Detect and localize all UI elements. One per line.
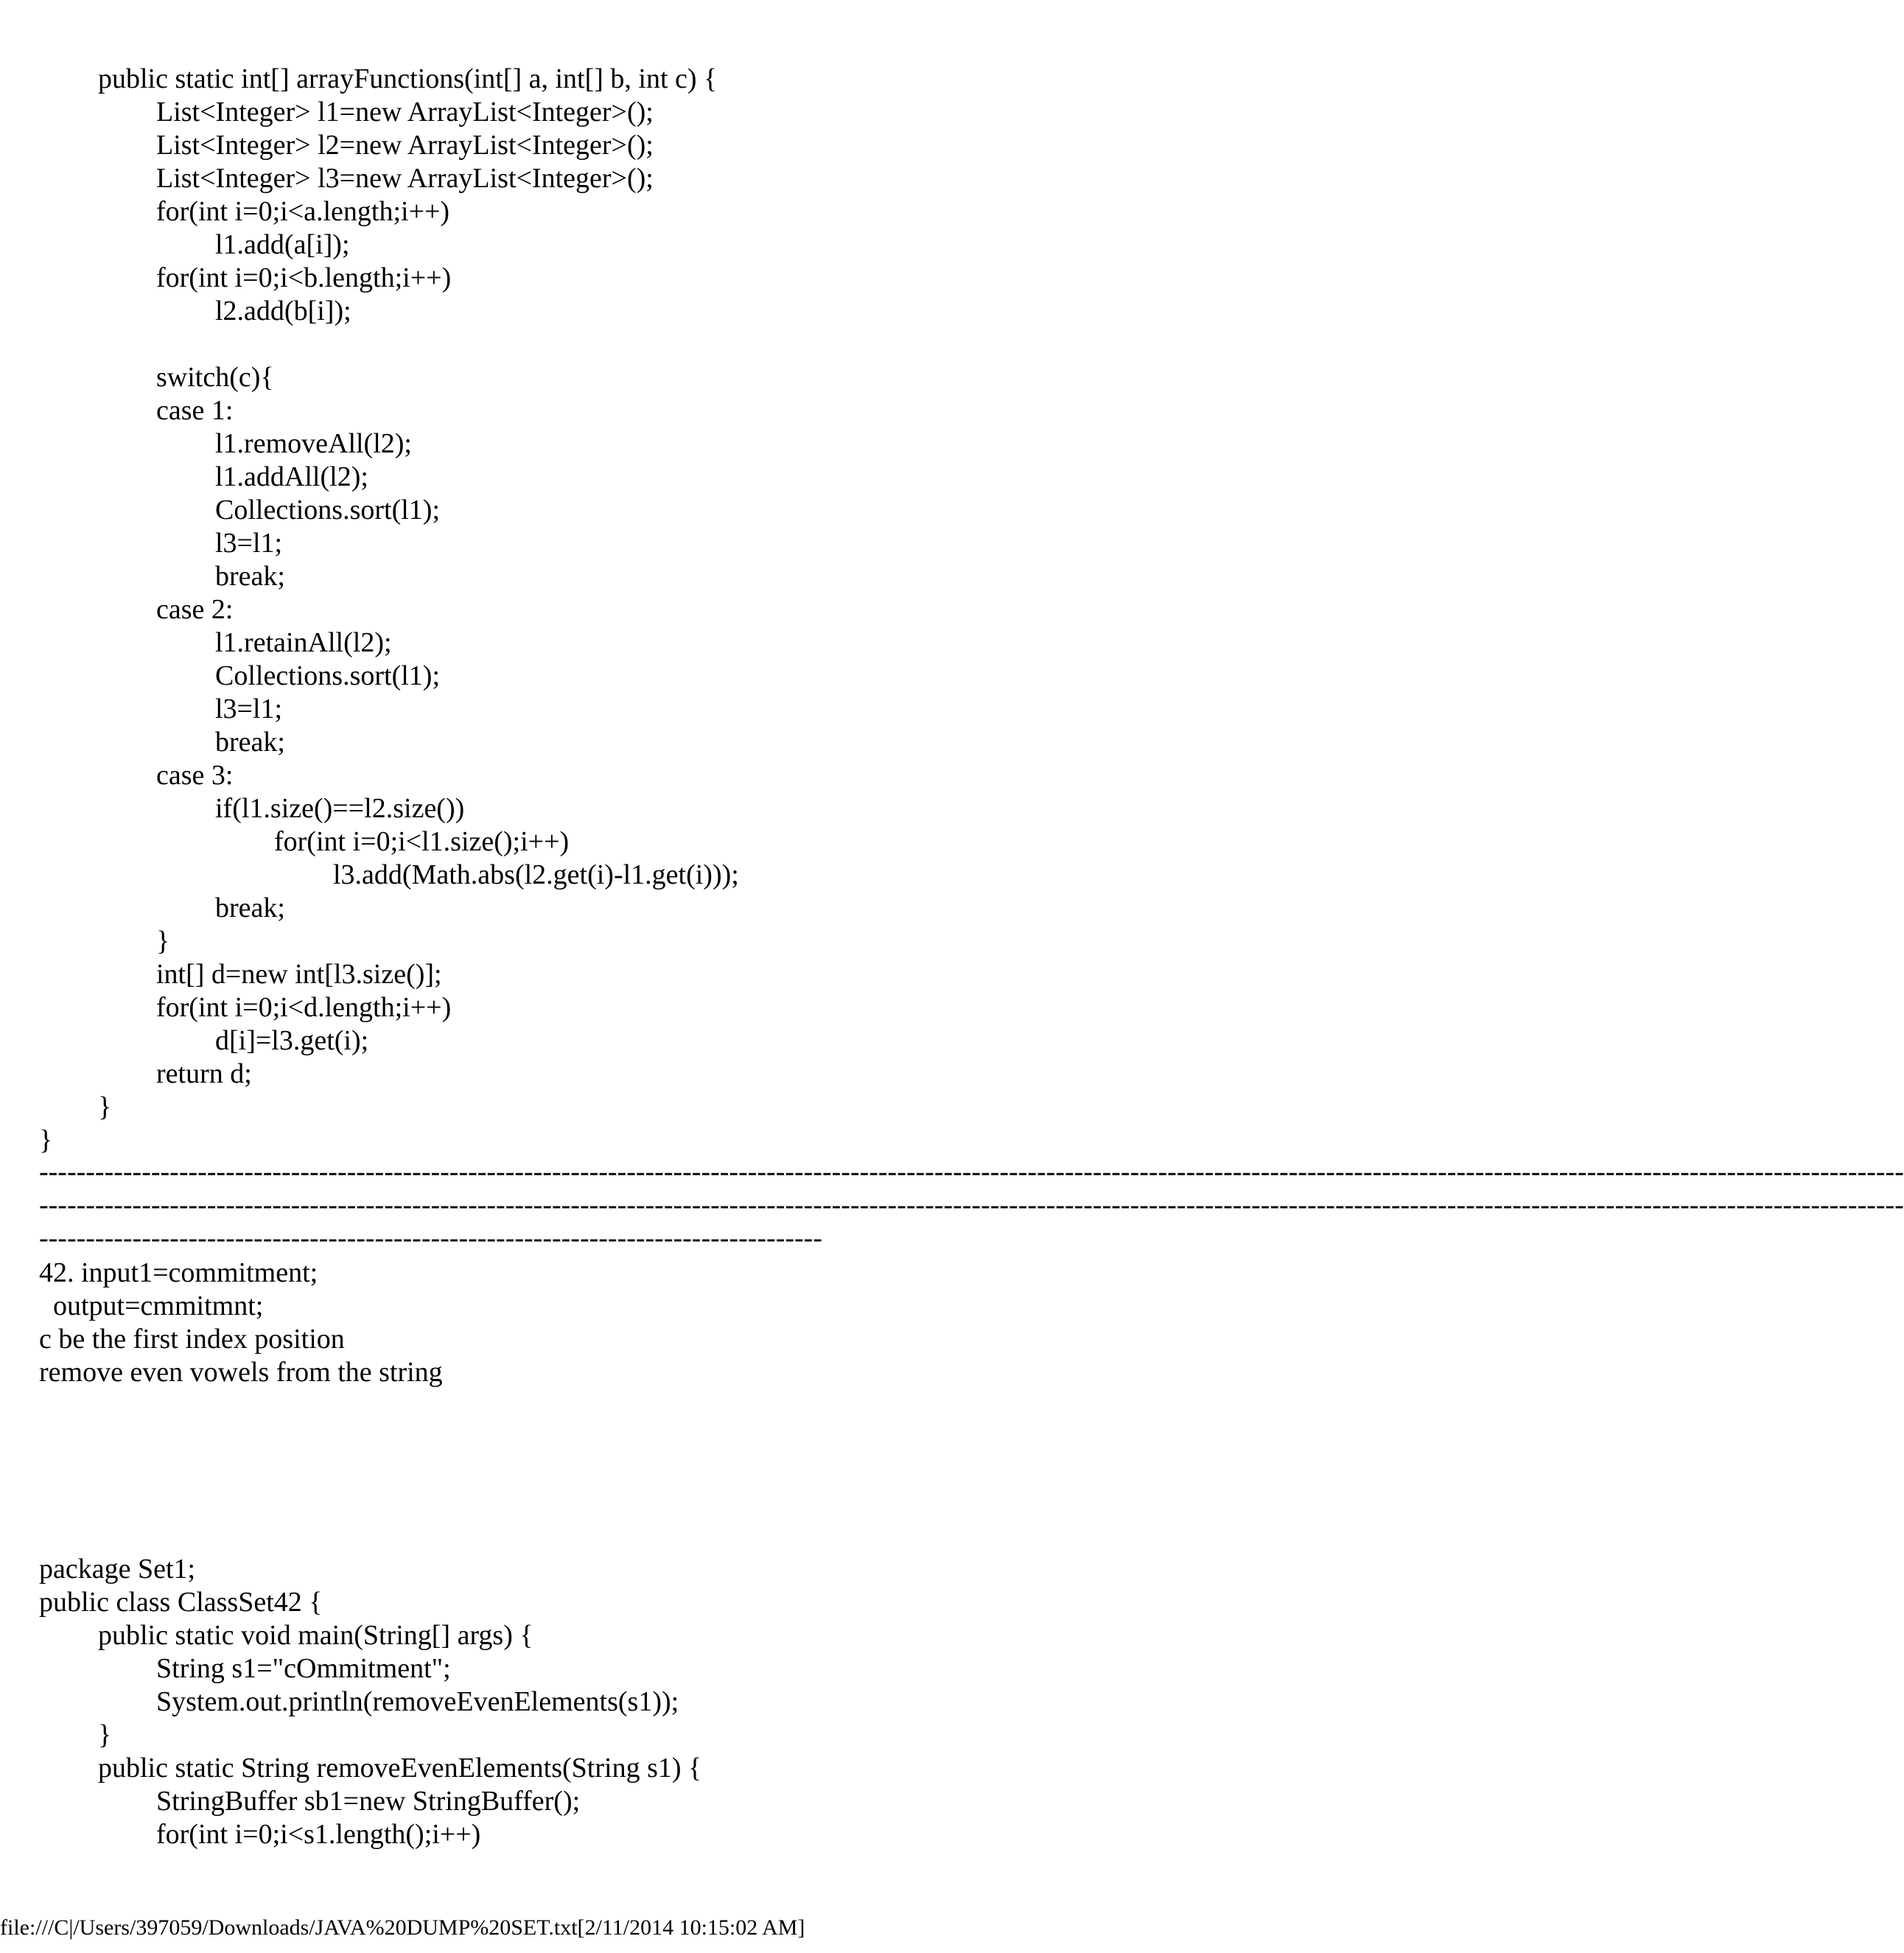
code-line: package Set1; (39, 1554, 196, 1585)
code-line: } (39, 1125, 53, 1156)
code-line: d[i]=l3.get(i); (215, 1025, 369, 1056)
code-line: List<Integer> l2=new ArrayList<Integer>(); (156, 130, 654, 161)
code-line: l1.addAll(l2); (215, 461, 368, 492)
code-line: for(int i=0;i<s1.length();i++) (156, 1819, 481, 1850)
code-line: List<Integer> l1=new ArrayList<Integer>(); (156, 97, 654, 127)
code-line: case 3: (156, 760, 234, 791)
code-line: l3=l1; (215, 528, 283, 559)
code-line: String s1="cOmmitment"; (156, 1653, 451, 1684)
code-line: case 1: (156, 395, 234, 426)
code-line: return d; (156, 1058, 252, 1089)
code-line: l1.retainAll(l2); (215, 627, 392, 658)
code-line: for(int i=0;i<b.length;i++) (156, 262, 452, 293)
problem-line: c be the first index position (39, 1324, 345, 1355)
code-line: l3=l1; (215, 693, 283, 724)
code-line: l2.add(b[i]); (215, 296, 351, 326)
separator-line: -------------------------------------------------------------------------------------------------------------------------------------------------------------------------------------------------------- (39, 1156, 1904, 1187)
code-line: public static void main(String[] args) { (98, 1620, 533, 1651)
code-line: List<Integer> l3=new ArrayList<Integer>(); (156, 163, 654, 194)
problem-line: output=cmmitmnt; (39, 1290, 264, 1321)
code-line: if(l1.size()==l2.size()) (215, 793, 465, 824)
code-line: for(int i=0;i<a.length;i++) (156, 196, 450, 227)
code-line: switch(c){ (156, 362, 274, 393)
separator-line: ------------------------------------------------------------------------------------ (39, 1223, 822, 1254)
code-line: for(int i=0;i<d.length;i++) (156, 992, 452, 1023)
code-line: } (98, 1719, 112, 1750)
code-line: } (156, 926, 170, 957)
code-line: Collections.sort(l1); (215, 495, 441, 525)
code-line: break; (215, 727, 285, 758)
code-line: } (98, 1091, 112, 1122)
code-line: Collections.sort(l1); (215, 660, 441, 691)
code-line: break; (215, 561, 285, 592)
code-line: StringBuffer sb1=new StringBuffer(); (156, 1786, 581, 1817)
problem-line: remove even vowels from the string (39, 1357, 443, 1388)
code-line: int[] d=new int[l3.size()]; (156, 959, 442, 990)
code-line: public static int[] arrayFunctions(int[] a, int[] b, int c) { (98, 63, 718, 94)
code-line: case 2: (156, 594, 234, 625)
page-footer-url: file:///C|/Users/397059/Downloads/JAVA%20DUMP%20SET.txt[2/11/2014 10:15:02 AM] (0, 1915, 805, 1940)
separator-line: -------------------------------------------------------------------------------------------------------------------------------------------------------------------------------------------------------- (39, 1189, 1904, 1220)
code-line: break; (215, 892, 285, 923)
code-line: System.out.println(removeEvenElements(s1)); (156, 1686, 679, 1717)
code-line: l1.add(a[i]); (215, 229, 350, 260)
problem-line: 42. input1=commitment; (39, 1257, 318, 1288)
code-line: for(int i=0;i<l1.size();i++) (274, 826, 570, 857)
code-line: public static String removeEvenElements(String s1) { (98, 1753, 702, 1783)
code-line: l3.add(Math.abs(l2.get(i)-l1.get(i))); (333, 859, 739, 890)
code-line: l1.removeAll(l2); (215, 428, 412, 459)
code-line: public class ClassSet42 { (39, 1587, 323, 1618)
